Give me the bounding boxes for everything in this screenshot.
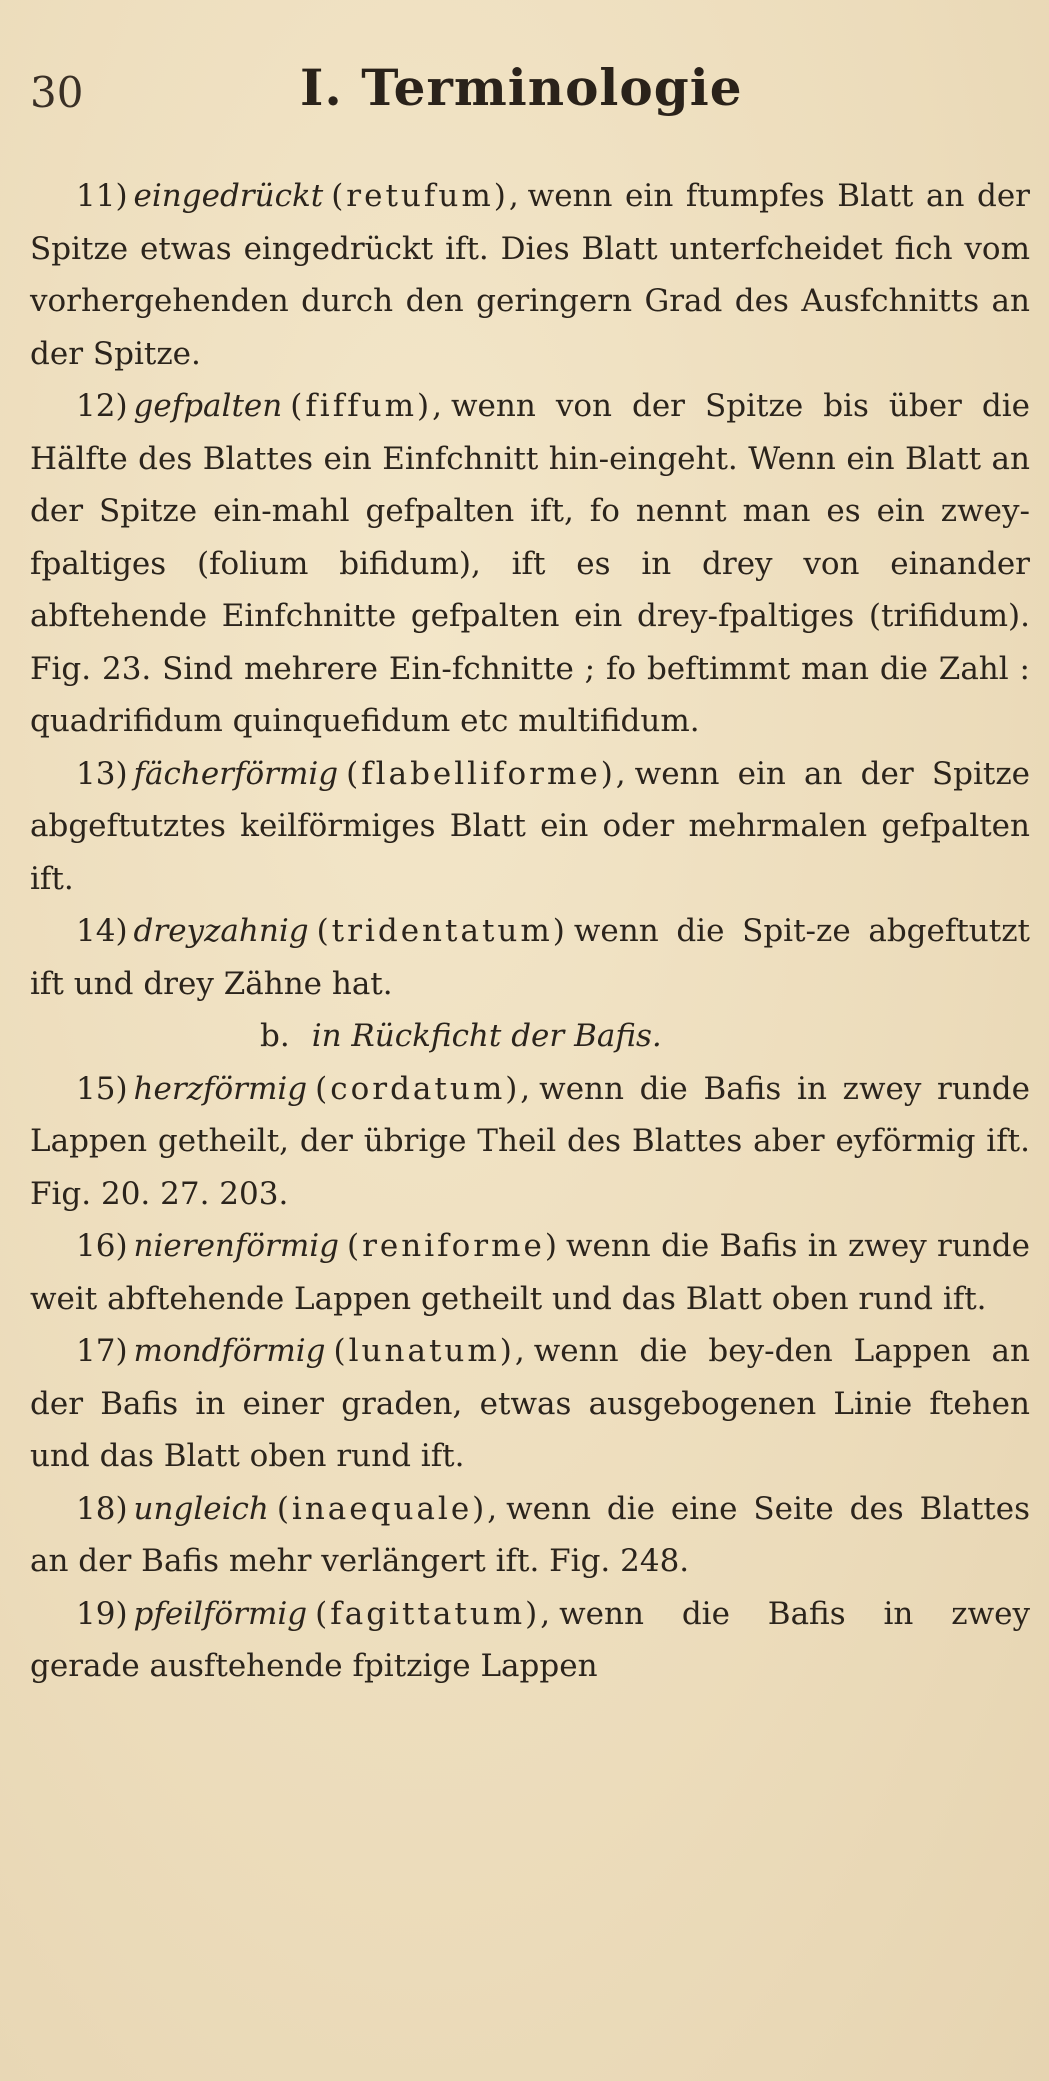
entry-12 [30, 380, 1030, 748]
entry-number: 12) [76, 388, 128, 424]
subsection-heading [30, 1010, 1030, 1063]
entry-term: fächerförmig [133, 755, 339, 792]
entry-text: wenn die Spit-ze abgeftutzt ift und drey Zähne hat. [30, 913, 1030, 1002]
entry-term: mondförmig [133, 1333, 326, 1369]
entry-term: gefpalten [133, 388, 283, 424]
entry-14 [30, 905, 1030, 1010]
entry-latin: (fiffum), [290, 388, 445, 424]
entry-11 [30, 170, 1030, 380]
page-number: 30 [30, 68, 84, 117]
entry-latin: (reniforme) [347, 1228, 560, 1264]
entry-13 [30, 748, 1030, 906]
running-title: I. Terminologie [300, 58, 743, 117]
entry-15 [30, 1063, 1030, 1221]
entry-term: eingedrückt [133, 178, 324, 214]
entry-latin: (tridentatum) [316, 913, 568, 949]
subsection-title: in Rückficht der Bafis. [311, 1018, 662, 1054]
entry-17 [30, 1325, 1030, 1483]
entry-latin: (retufum), [331, 178, 522, 214]
entry-latin: (lunatum), [333, 1333, 528, 1369]
entry-number: 19) [76, 1595, 128, 1632]
entry-18 [30, 1483, 1030, 1588]
entry-term: ungleich [133, 1490, 269, 1527]
entry-latin: (fagittatum), [315, 1595, 554, 1632]
entry-latin: (cordatum), [315, 1070, 534, 1107]
entry-text: wenn die eine Seite des Blattes an der Bafis mehr verlängert ift. Fig. 248. [30, 1490, 1030, 1579]
entry-19 [30, 1588, 1030, 1693]
entry-number: 14) [76, 913, 128, 949]
entry-text: wenn von der Spitze bis über die Hälfte des Blattes ein Einfchnitt hin-eingeht. Wenn ein Blatt an der Spitze ein-mahl gefpalten ift, fo nennt man es ein zwey-fpaltiges (folium bifidum), ift es in drey von einander abftehende Einfchnitte gefpalten ein drey-fpaltiges (trifidum). Fig. 23. Sind mehrere Ein-fchnitte ; fo beftimmt man die Zahl : quadrifidum quinquefidum etc multifidum. [30, 388, 1030, 739]
entry-number: 18) [76, 1490, 128, 1527]
page-body [30, 170, 1030, 1693]
entry-latin: (inaequale), [276, 1490, 501, 1527]
subsection-letter: b. [260, 1018, 290, 1054]
entry-text: wenn die Bafis in zwey gerade ausftehende fpitzige Lappen [30, 1595, 1030, 1684]
entry-text: wenn die Bafis in zwey runde Lappen getheilt, der übrige Theil des Blattes aber eyförmig ift. Fig. 20. 27. 203. [30, 1070, 1030, 1212]
entry-text: wenn ein an der Spitze abgeftutztes keilförmiges Blatt ein oder mehrmalen gefpalten ift. [30, 755, 1030, 897]
entry-text: wenn die Bafis in zwey runde weit abftehende Lappen getheilt und das Blatt oben rund ift. [30, 1228, 1030, 1317]
entry-term: pfeilförmig [133, 1595, 308, 1632]
entry-number: 11) [76, 178, 128, 214]
entry-text: wenn die bey-den Lappen an der Bafis in einer graden, etwas ausgebogenen Linie ftehen und das Blatt oben rund ift. [30, 1333, 1030, 1474]
entry-term: dreyzahnig [133, 913, 309, 949]
page-header [0, 58, 1049, 138]
entry-text: wenn ein ftumpfes Blatt an der Spitze etwas eingedrückt ift. Dies Blatt unterfcheidet fich vom vorhergehenden durch den geringern Grad des Ausfchnitts an der Spitze. [30, 178, 1030, 372]
entry-term: nierenförmig [133, 1228, 340, 1264]
entry-number: 13) [76, 755, 128, 792]
entry-16 [30, 1220, 1030, 1325]
entry-number: 17) [76, 1333, 128, 1369]
entry-number: 16) [76, 1228, 128, 1264]
entry-latin: (flabelliforme), [346, 755, 629, 792]
entry-term: herzförmig [133, 1070, 308, 1107]
entry-number: 15) [76, 1070, 128, 1107]
